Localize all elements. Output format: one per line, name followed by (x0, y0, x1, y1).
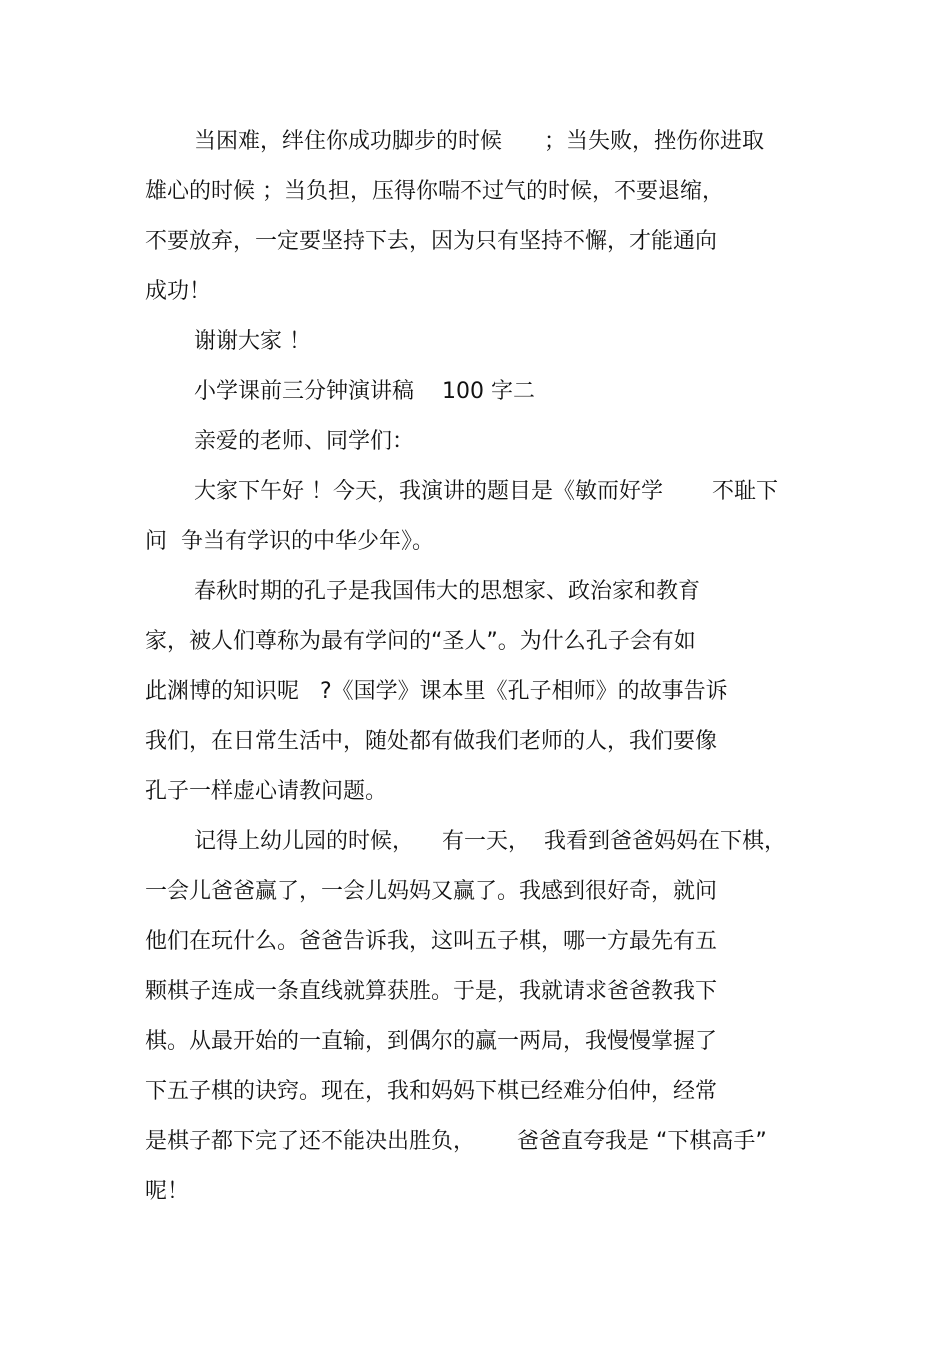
text-line-15: 记得上幼儿园的时候， 有一天， 我看到爸爸妈妈在下棋， (194, 829, 786, 854)
text-line-3: 不要放弃，一定要坚持下去，因为只有坚持不懈，才能通向 (145, 229, 718, 254)
text-line-18: 颗棋子连成一条直线就算获胜。于是，我就请求爸爸教我下 (145, 979, 718, 1004)
text-line-7: 亲爱的老师、同学们： (194, 429, 415, 454)
text-line-5: 谢谢大家 ！ (194, 329, 311, 354)
text-line-1: 当困难，绊住你成功脚步的时候 ；当失败，挫伤你进取 (194, 129, 764, 154)
text-line-12: 此渊博的知识呢 ?《国学》课本里《孔子相师》的故事告诉 (145, 679, 728, 704)
text-line-9: 问 争当有学识的中华少年》。 (145, 529, 434, 554)
text-line-20: 下五子棋的诀窍。现在，我和妈妈下棋已经难分伯仲，经常 (145, 1079, 718, 1104)
text-line-2: 雄心的时候 ；当负担，压得你喘不过气的时候，不要退缩， (145, 179, 724, 204)
text-line-21: 是棋子都下完了还不能决出胜负， 爸爸直夸我是 “下棋高手” (145, 1129, 767, 1154)
text-line-17: 他们在玩什么。爸爸告诉我，这叫五子棋，哪一方最先有五 (145, 929, 718, 954)
text-line-22: 呢！ (145, 1179, 190, 1204)
text-line-8: 大家下午好 ！今天，我演讲的题目是《敏而好学 不耻下 (194, 479, 778, 504)
text-line-10: 春秋时期的孔子是我国伟大的思想家、政治家和教育 (194, 579, 701, 604)
text-line-11: 家，被人们尊称为最有学问的“圣人”。为什么孔子会有如 (145, 629, 696, 654)
text-line-19: 棋。从最开始的一直输，到偶尔的赢一两局，我慢慢掌握了 (145, 1029, 718, 1054)
text-line-14: 孔子一样虚心请教问题。 (145, 779, 388, 804)
section-title: 小学课前三分钟演讲稿 100 字二 (194, 379, 535, 404)
text-line-4: 成功！ (145, 279, 212, 304)
text-line-16: 一会儿爸爸赢了，一会儿妈妈又赢了。我感到很好奇，就问 (145, 879, 718, 904)
text-line-13: 我们，在日常生活中，随处都有做我们老师的人，我们要像 (145, 729, 718, 754)
